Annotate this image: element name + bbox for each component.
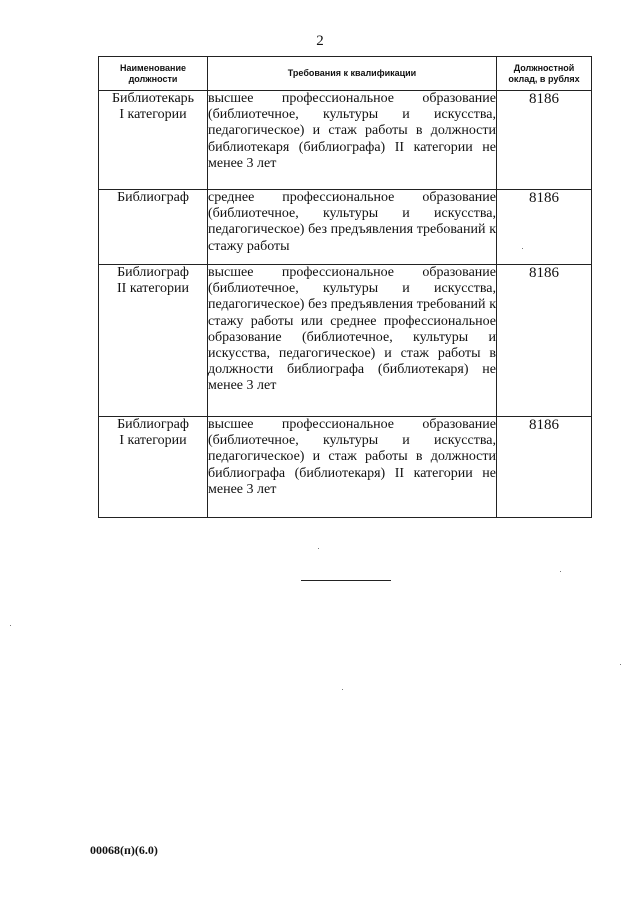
scan-speck bbox=[620, 664, 621, 665]
requirements-cell: среднее профессиональное образование (библиотечное, культуры и искусства, педагогическое) без предъявления требований к стажу работы bbox=[208, 190, 497, 265]
scan-speck bbox=[318, 548, 319, 549]
footer-divider bbox=[301, 580, 391, 581]
position-cell bbox=[99, 417, 208, 518]
salary-cell: 8186 bbox=[497, 91, 592, 190]
header-position-line1: Наименование bbox=[119, 62, 187, 73]
scan-speck bbox=[342, 689, 343, 690]
requirements-cell: высшее профессиональное образование (библиотечное, культуры и искусства, педагогическое) и стаж работы в должности библиотекаря (библиографа) II категории не менее 3 лет bbox=[208, 91, 497, 190]
position-name: Библиотекарь bbox=[111, 91, 195, 106]
header-position-line2: должности bbox=[128, 73, 178, 84]
qualification-table bbox=[98, 56, 592, 518]
position-category: I категории bbox=[119, 107, 187, 122]
position-name: Библиограф bbox=[117, 190, 189, 205]
salary-cell: 8186 bbox=[497, 190, 592, 265]
document-code: 00068(п)(6.0) bbox=[90, 843, 158, 857]
position-category: I категории bbox=[119, 433, 187, 448]
table-row bbox=[99, 190, 592, 265]
header-salary bbox=[497, 57, 592, 91]
scan-speck bbox=[560, 571, 561, 572]
table-row bbox=[99, 265, 592, 417]
position-category: II категории bbox=[117, 281, 189, 296]
header-position bbox=[99, 57, 208, 91]
position-cell bbox=[99, 265, 208, 417]
scan-speck bbox=[522, 248, 523, 249]
position-cell bbox=[99, 190, 208, 265]
header-requirements: Требования к квалификации bbox=[208, 57, 497, 91]
header-salary-line2: оклад, в рублях bbox=[508, 73, 580, 84]
table-row bbox=[99, 417, 592, 518]
position-name: Библиограф bbox=[117, 265, 189, 280]
page-number: 2 bbox=[316, 33, 324, 49]
salary-cell: 8186 bbox=[497, 417, 592, 518]
salary-cell: 8186 bbox=[497, 265, 592, 417]
requirements-cell: высшее профессиональное образование (библиотечное, культуры и искусства, педагогическое) без предъявления требований к стажу работы или среднее профессиональное образование (библиотечное, культуры и искусства, педагогическое) и стаж работы в должности библиографа (библиотекаря) не менее 3 лет bbox=[208, 265, 497, 417]
scan-speck bbox=[10, 625, 11, 626]
position-name: Библиограф bbox=[117, 417, 189, 432]
position-cell bbox=[99, 91, 208, 190]
header-salary-line1: Должностной bbox=[513, 62, 575, 73]
table-row bbox=[99, 91, 592, 190]
requirements-cell: высшее профессиональное образование (библиотечное, культуры и искусства, педагогическое) и стаж работы в должности библиографа (библиотекаря) II категории не менее 3 лет bbox=[208, 417, 497, 518]
table-header-row bbox=[99, 57, 592, 91]
